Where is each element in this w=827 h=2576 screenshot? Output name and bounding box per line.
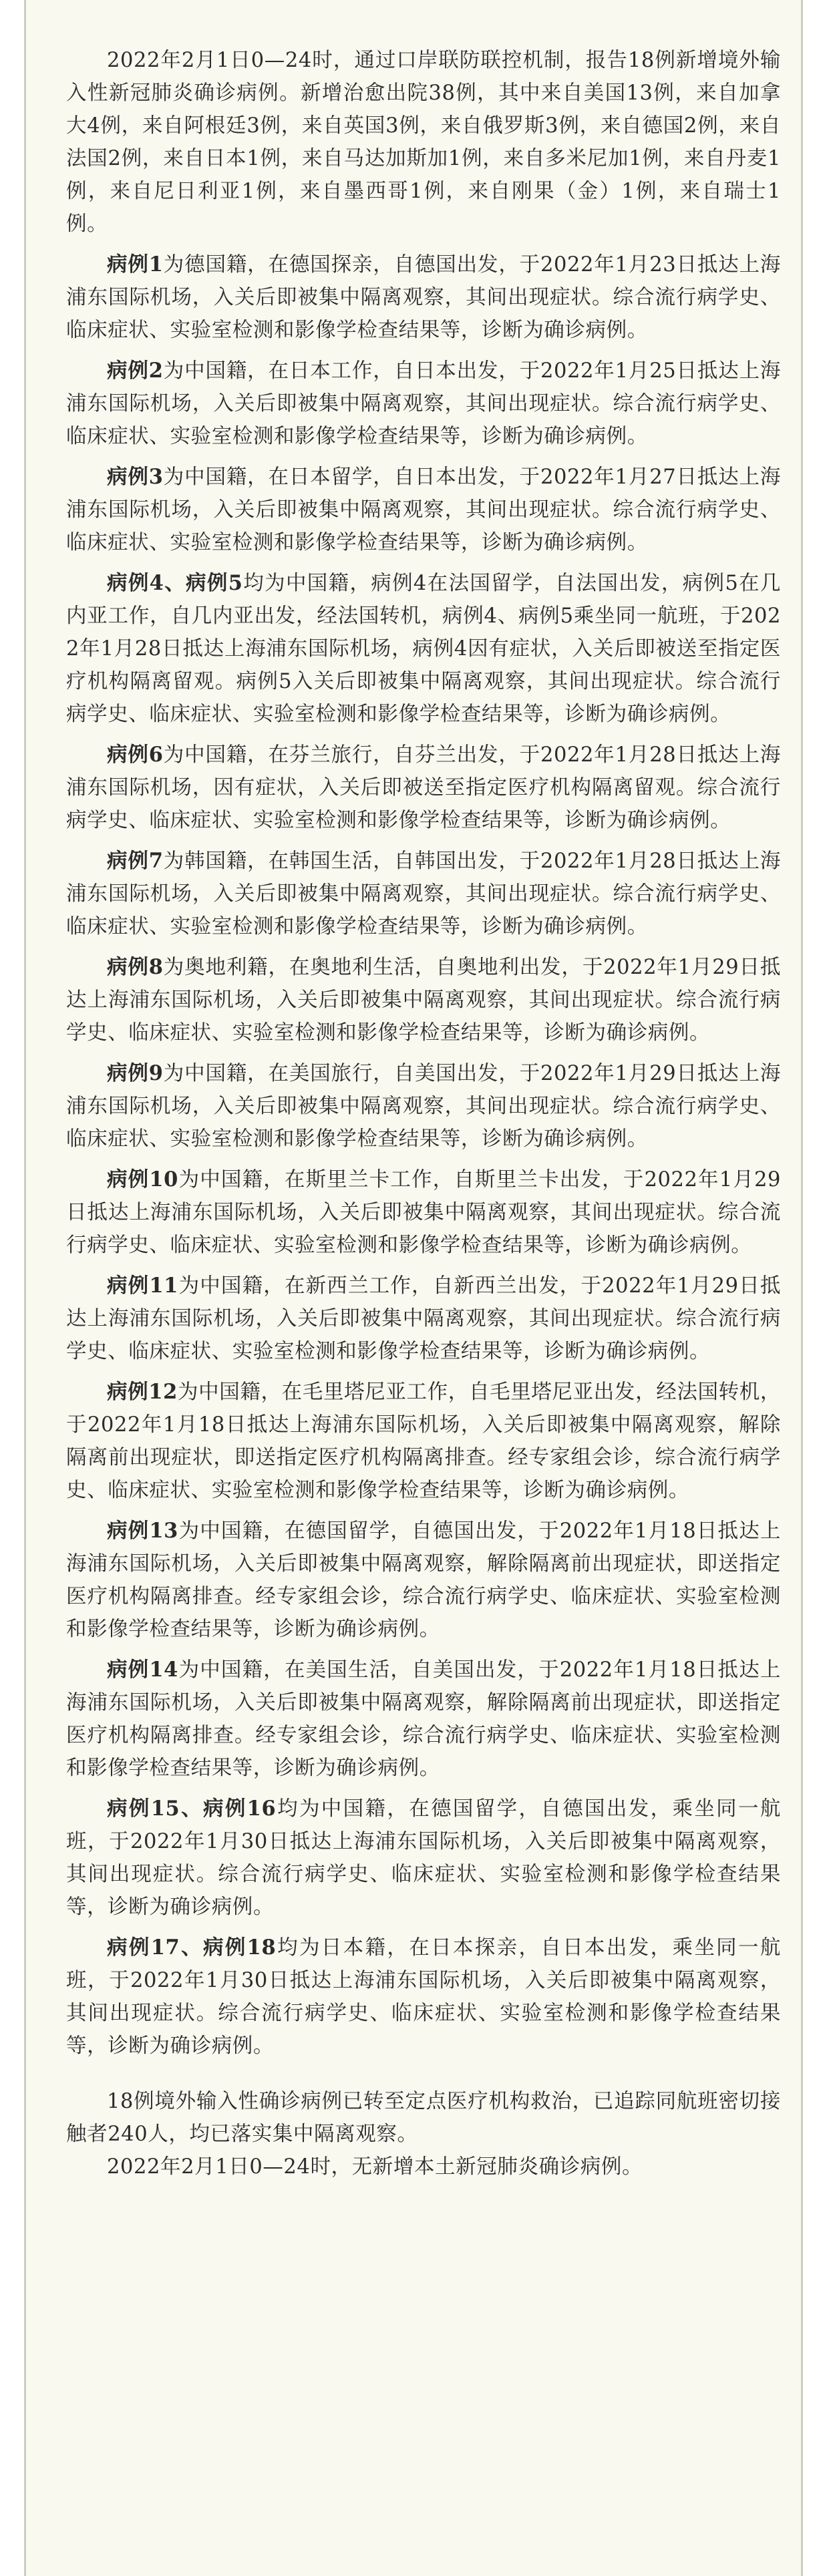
case-text: 为中国籍，在斯里兰卡工作，自斯里兰卡出发，于2022年1月29日抵达上海浦东国际机场，入关后即被集中隔离观察，其间出现症状。综合流行病学史、临床症状、实验室检测和影像学检查结果等，诊断为确诊病例。 bbox=[66, 1168, 781, 1257]
case-text: 均为日本籍，在日本探亲，自日本出发，乘坐同一航班，于2022年1月30日抵达上海浦东国际机场，入关后即被集中隔离观察，其间出现症状。综合流行病学史、临床症状、实验室检测和影像学检查结果等，诊断为确诊病例。 bbox=[66, 1936, 781, 2058]
case-paragraph-7 bbox=[66, 845, 781, 943]
case-lead: 病例7 bbox=[107, 849, 164, 873]
case-lead: 病例11 bbox=[107, 1274, 178, 1298]
case-paragraph-12 bbox=[66, 1376, 781, 1507]
case-paragraph-3 bbox=[66, 461, 781, 559]
case-text: 为中国籍，在新西兰工作，自新西兰出发，于2022年1月29日抵达上海浦东国际机场，入关后即被集中隔离观察，其间出现症状。综合流行病学史、临床症状、实验室检测和影像学检查结果等，诊断为确诊病例。 bbox=[66, 1274, 781, 1363]
case-lead: 病例9 bbox=[107, 1061, 164, 1085]
case-lead: 病例4、病例5 bbox=[107, 571, 243, 595]
case-text: 为中国籍，在芬兰旅行，自芬兰出发，于2022年1月28日抵达上海浦东国际机场，因有症状，入关后即被送至指定医疗机构隔离留观。综合流行病学史、临床症状、实验室检测和影像学检查结果等，诊断为确诊病例。 bbox=[66, 743, 781, 832]
summary-paragraph: 18例境外输入性确诊病例已转至定点医疗机构救治，已追踪同航班密切接触者240人，均已落实集中隔离观察。 bbox=[66, 2090, 781, 2146]
intro-paragraph: 2022年2月1日0—24时，通过口岸联防联控机制，报告18例新增境外输入性新冠肺炎确诊病例。新增治愈出院38例，其中来自美国13例，来自加拿大4例，来自阿根廷3例，来自英国3例，来自俄罗斯3例，来自德国2例，来自法国2例，来自日本1例，来自马达加斯加1例，来自多米尼加1例，来自丹麦1例，来自尼日利亚1例，来自墨西哥1例，来自刚果（金）1例，来自瑞士1例。 bbox=[66, 49, 781, 236]
case-text: 为奥地利籍，在奥地利生活，自奥地利出发，于2022年1月29日抵达上海浦东国际机场，入关后即被集中隔离观察，其间出现症状。综合流行病学史、临床症状、实验室检测和影像学检查结果等，诊断为确诊病例。 bbox=[66, 956, 781, 1045]
case-text: 为中国籍，在毛里塔尼亚工作，自毛里塔尼亚出发，经法国转机，于2022年1月18日抵达上海浦东国际机场，入关后即被集中隔离观察，解除隔离前出现症状，即送指定医疗机构隔离排查。经专家组会诊，综合流行病学史、临床症状、实验室检测和影像学检查结果等，诊断为确诊病例。 bbox=[66, 1381, 782, 1502]
case-lead: 病例2 bbox=[107, 359, 164, 383]
case-text: 为中国籍，在日本留学，自日本出发，于2022年1月27日抵达上海浦东国际机场，入关后即被集中隔离观察，其间出现症状。综合流行病学史、临床症状、实验室检测和影像学检查结果等，诊断为确诊病例。 bbox=[66, 466, 781, 554]
case-lead: 病例3 bbox=[107, 465, 164, 489]
case-paragraph-15-16 bbox=[66, 1793, 781, 1923]
case-lead: 病例8 bbox=[107, 955, 164, 979]
case-paragraph-13 bbox=[66, 1515, 781, 1646]
case-lead: 病例6 bbox=[107, 743, 164, 767]
case-text: 为中国籍，在德国留学，自德国出发，于2022年1月18日抵达上海浦东国际机场，入关后即被集中隔离观察，解除隔离前出现症状，即送指定医疗机构隔离排查。经专家组会诊，综合流行病学史、临床症状、实验室检测和影像学检查结果等，诊断为确诊病例。 bbox=[66, 1519, 781, 1641]
case-paragraph-11 bbox=[66, 1270, 781, 1368]
case-text: 为韩国籍，在韩国生活，自韩国出发，于2022年1月28日抵达上海浦东国际机场，入关后即被集中隔离观察，其间出现症状。综合流行病学史、临床症状、实验室检测和影像学检查结果等，诊断为确诊病例。 bbox=[66, 850, 781, 938]
case-text: 为德国籍，在德国探亲，自德国出发，于2022年1月23日抵达上海浦东国际机场，入关后即被集中隔离观察，其间出现症状。综合流行病学史、临床症状、实验室检测和影像学检查结果等，诊断为确诊病例。 bbox=[66, 253, 781, 342]
case-text: 为中国籍，在日本工作，自日本出发，于2022年1月25日抵达上海浦东国际机场，入关后即被集中隔离观察，其间出现症状。综合流行病学史、临床症状、实验室检测和影像学检查结果等，诊断为确诊病例。 bbox=[66, 359, 781, 448]
case-lead: 病例14 bbox=[107, 1658, 178, 1682]
case-text: 均为中国籍，病例4在法国留学，自法国出发，病例5在几内亚工作，自几内亚出发，经法国转机，病例4、病例5乘坐同一航班，于2022年1月28日抵达上海浦东国际机场，病例4因有症状，入关后即被送至指定医疗机构隔离留观。病例5入关后即被集中隔离观察，其间出现症状。综合流行病学史、临床症状、实验室检测和影像学检查结果等，诊断为确诊病例。 bbox=[66, 572, 781, 726]
case-lead: 病例17、病例18 bbox=[107, 1936, 277, 1960]
case-paragraph-4-5 bbox=[66, 567, 781, 731]
case-lead: 病例1 bbox=[107, 252, 164, 277]
case-paragraph-1 bbox=[66, 248, 781, 347]
local-cases-paragraph: 2022年2月1日0—24时，无新增本土新冠肺炎确诊病例。 bbox=[107, 2155, 643, 2179]
case-lead: 病例15、病例16 bbox=[107, 1797, 277, 1821]
article-frame bbox=[24, 0, 803, 2576]
case-paragraph-10 bbox=[66, 1163, 781, 1262]
case-paragraph-6 bbox=[66, 739, 781, 837]
case-paragraph-14 bbox=[66, 1654, 781, 1785]
article-body bbox=[26, 0, 801, 2576]
case-text: 均为中国籍，在德国留学，自德国出发，乘坐同一航班，于2022年1月30日抵达上海浦东国际机场，入关后即被集中隔离观察，其间出现症状。综合流行病学史、临床症状、实验室检测和影像学检查结果等，诊断为确诊病例。 bbox=[66, 1797, 781, 1919]
case-lead: 病例12 bbox=[107, 1380, 178, 1404]
case-text: 为中国籍，在美国生活，自美国出发，于2022年1月18日抵达上海浦东国际机场，入关后即被集中隔离观察，解除隔离前出现症状，即送指定医疗机构隔离排查。经专家组会诊，综合流行病学史、临床症状、实验室检测和影像学检查结果等，诊断为确诊病例。 bbox=[66, 1658, 781, 1780]
case-lead: 病例10 bbox=[107, 1167, 178, 1191]
case-paragraph-8 bbox=[66, 951, 781, 1049]
case-text: 为中国籍，在美国旅行，自美国出发，于2022年1月29日抵达上海浦东国际机场，入关后即被集中隔离观察，其间出现症状。综合流行病学史、临床症状、实验室检测和影像学检查结果等，诊断为确诊病例。 bbox=[66, 1062, 781, 1151]
case-paragraph-2 bbox=[66, 355, 781, 453]
case-paragraph-17-18 bbox=[66, 1931, 781, 2062]
case-paragraph-9 bbox=[66, 1057, 781, 1155]
case-lead: 病例13 bbox=[107, 1519, 178, 1543]
